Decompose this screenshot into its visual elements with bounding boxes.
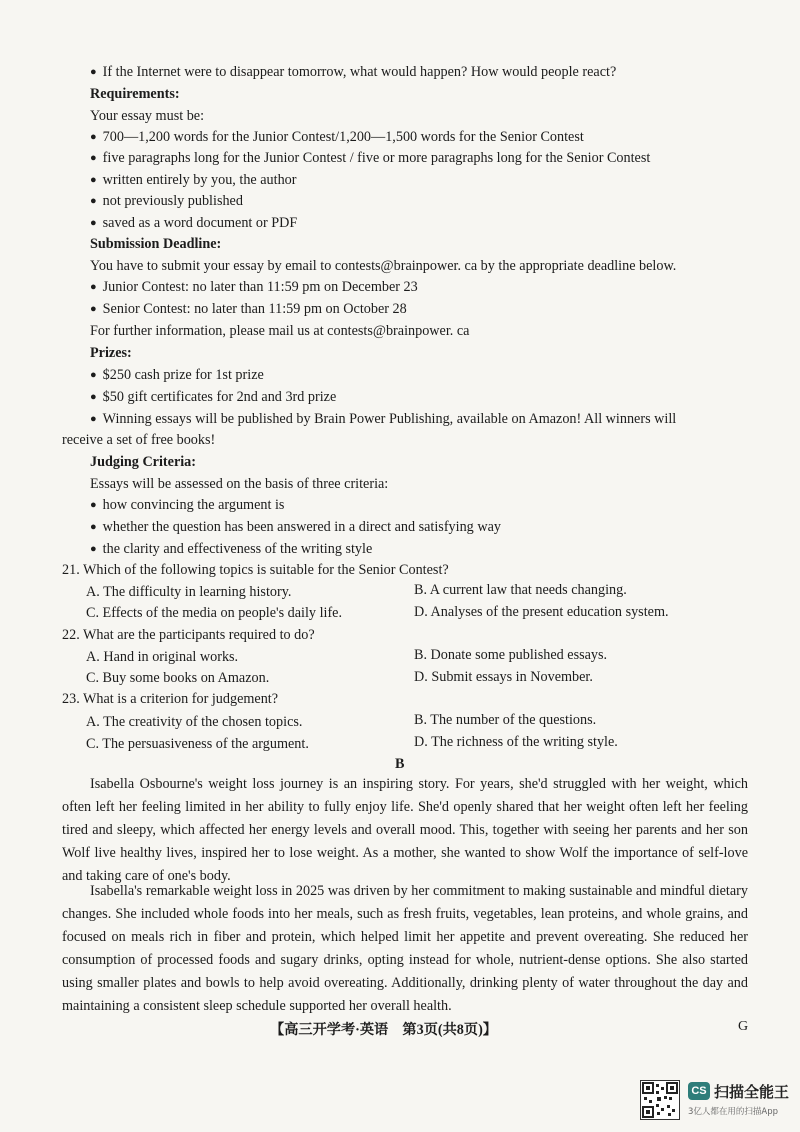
winning-line: ● Winning essays will be published by Brain Power Publishing, available on Amazon! All winners will [90, 410, 676, 429]
topic-bullet: ● If the Internet were to disappear tomorrow, what would happen? How would people react? [90, 63, 616, 82]
section-b-label: B [395, 756, 405, 772]
q21-option-d: D. Analyses of the present education system. [414, 604, 669, 620]
prize-item: ● $250 cash prize for 1st prize [90, 366, 264, 385]
camscanner-logo-icon: CS [688, 1082, 710, 1100]
deadline-item: ● Senior Contest: no later than 11:59 pm on October 28 [90, 300, 407, 319]
judging-heading: Judging Criteria: [90, 454, 197, 470]
qr-code-icon [640, 1080, 680, 1120]
requirement-item: ● not previously published [90, 192, 243, 211]
question-22: 22. What are the participants required to do? [62, 627, 315, 643]
winning-line-cont: receive a set of free books! [62, 432, 216, 448]
criterion-item: ● how convincing the argument is [90, 496, 284, 515]
requirements-heading: Requirements: [90, 86, 180, 102]
prize-item: ● $50 gift certificates for 2nd and 3rd prize [90, 388, 336, 407]
criterion-item: ● whether the question has been answered in a direct and satisfying way [90, 518, 501, 537]
submission-intro: You have to submit your essay by email to contests@brainpower. ca by the appropriate deadline below. [90, 258, 677, 274]
q23-option-d: D. The richness of the writing style. [414, 734, 618, 750]
judging-intro: Essays will be assessed on the basis of three criteria: [90, 476, 389, 492]
passage-b-paragraph-2 [62, 880, 748, 1018]
requirement-item: ● five paragraphs long for the Junior Contest / five or more paragraphs long for the Senior Contest [90, 149, 650, 168]
q21-option-a: A. The difficulty in learning history. [86, 584, 292, 600]
scanner-tagline: 3亿人都在用的扫描App [688, 1107, 779, 1117]
q21-option-b: B. A current law that needs changing. [414, 582, 627, 598]
paragraph-text: Isabella Osbourne's weight loss journey is an inspiring story. For years, she'd struggled with her weight, which often left her feeling limited in her ability to fully enjoy life. She'd openly shared that her weight often left her feeling tired and sleepy, which affected her energy levels and overall mood. This, together with seeing her parents and her son Wolf live healthy lives, inspired her to lose weight. As a mother, she wanted to show Wolf the importance of self-love and taking care of one's body. [62, 776, 748, 884]
q22-option-d: D. Submit essays in November. [414, 669, 593, 685]
paragraph-text: Isabella's remarkable weight loss in 2025 was driven by her commitment to making sustainable and mindful dietary changes. She included whole foods into her meals, such as fresh fruits, vegetables, lean proteins, and whole grains, and focused on meals rich in fiber and protein, which helped limit her appetite and prevent overeating. She reduced her consumption of processed foods and sugary drinks, opting instead for whole, nutrient-dense options. She also started using smaller plates and bowls to help avoid overeating. Additionally, drinking plenty of water throughout the day and maintaining a consistent sleep schedule supported her overall health. [62, 883, 748, 1014]
q23-option-c: C. The persuasiveness of the argument. [86, 736, 309, 752]
version-mark: G [738, 1019, 749, 1034]
question-21: 21. Which of the following topics is suitable for the Senior Contest? [62, 562, 449, 578]
requirements-intro: Your essay must be: [90, 108, 205, 124]
page-footer: 【高三开学考·英语 第3页(共8页)】 [270, 1022, 497, 1038]
criterion-item: ● the clarity and effectiveness of the writing style [90, 540, 372, 559]
submission-heading: Submission Deadline: [90, 236, 222, 252]
q22-option-a: A. Hand in original works. [86, 649, 239, 665]
q23-option-a: A. The creativity of the chosen topics. [86, 714, 303, 730]
q22-option-b: B. Donate some published essays. [414, 647, 608, 663]
prizes-heading: Prizes: [90, 345, 132, 361]
q23-option-b: B. The number of the questions. [414, 712, 597, 728]
question-23: 23. What is a criterion for judgement? [62, 691, 279, 707]
requirement-item: ● 700—1,200 words for the Junior Contest/1,200—1,500 words for the Senior Contest [90, 128, 584, 147]
passage-b-paragraph-1 [62, 773, 748, 888]
requirement-item: ● written entirely by you, the author [90, 171, 297, 190]
scanner-app-name: 扫描全能王 [714, 1083, 790, 1101]
deadline-item: ● Junior Contest: no later than 11:59 pm on December 23 [90, 278, 418, 297]
submission-info: For further information, please mail us at contests@brainpower. ca [90, 323, 470, 339]
q21-option-c: C. Effects of the media on people's daily life. [86, 605, 343, 621]
requirement-item: ● saved as a word document or PDF [90, 214, 297, 233]
q22-option-c: C. Buy some books on Amazon. [86, 670, 270, 686]
